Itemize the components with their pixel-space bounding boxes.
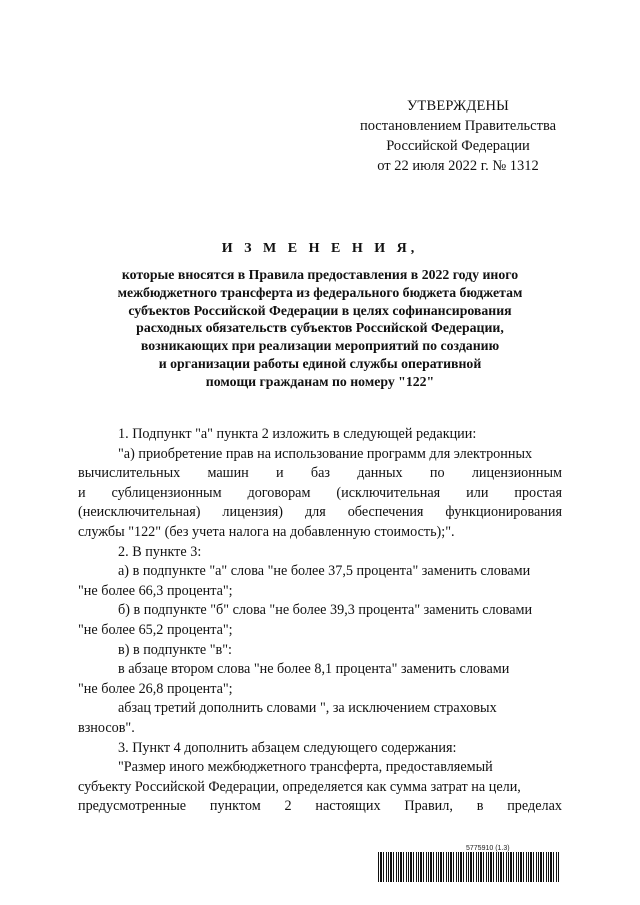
subheading-line: и организации работы единой службы оперативной (158, 355, 482, 371)
word: (исключительная (336, 484, 441, 501)
barcode-number: 5775910 (1.3) (466, 845, 510, 852)
approval-stamp: УТВЕРЖДЕНЫ (406, 98, 510, 114)
subheading-line: которые вносятся в Правила предоставления в 2022 году иного (121, 267, 519, 282)
body-line: 1. Подпункт "а" пункта 2 изложить в следующей редакции: (118, 426, 477, 442)
word: и (78, 484, 86, 501)
approval-block (338, 96, 578, 176)
word: пунктом (209, 798, 261, 815)
word: пределах (507, 798, 562, 815)
body-line: 2. В пункте 3: (118, 543, 202, 560)
document-body (78, 425, 562, 817)
word: 2 (284, 798, 292, 815)
body-line: 3. Пункт 4 дополнить абзацем следующего содержания: (118, 739, 457, 756)
word: баз (310, 465, 331, 482)
word: машин (207, 465, 249, 482)
approval-line-3: от 22 июля 2022 г. № 1312 (377, 158, 539, 174)
subheading-line: субъектов Российской Федерации в целях софинансирования (128, 302, 512, 318)
body-line: "а) приобретение прав на использование программ для электронных (118, 445, 533, 462)
word: функционирования (445, 504, 562, 521)
word: и (276, 465, 284, 482)
body-line-justified (78, 484, 562, 504)
body-line-justified (78, 797, 562, 817)
body-line: "не более 26,8 процента"; (78, 680, 233, 697)
body-line: в абзаце втором слова "не более 8,1 процента" заменить словами (118, 661, 510, 678)
body-line-justified (78, 503, 562, 523)
word: вычислительных (78, 465, 181, 482)
subheading-line: расходных обязательств субъектов Российской Федерации, (136, 320, 504, 336)
document-subheading (70, 266, 570, 391)
word: настоящих (315, 798, 381, 815)
body-line: б) в подпункте "б" слова "не более 39,3 процента" заменить словами (118, 602, 533, 619)
subheading-line: межбюджетного трансферта из федерального бюджета бюджетам (117, 284, 523, 300)
body-line: субъекту Российской Федерации, определяется как сумма затрат на цели, (78, 778, 521, 795)
body-line: абзац третий дополнить словами ", за исключением страховых (118, 700, 497, 717)
word: (неисключительная) (78, 504, 201, 521)
word: простая (514, 484, 562, 501)
word: обеспечения (347, 504, 424, 521)
word: в (476, 798, 484, 815)
word: сублицензионным (111, 484, 222, 501)
word: или (466, 484, 489, 501)
barcode (378, 852, 560, 882)
word: по (429, 465, 445, 482)
word: лицензионным (471, 465, 562, 482)
body-line-justified (78, 464, 562, 484)
subheading-line: возникающих при реализации мероприятий по созданию (140, 338, 500, 354)
approval-line-2: Российской Федерации (386, 138, 530, 154)
word: для (304, 504, 326, 521)
word: Правил, (404, 798, 453, 815)
word: лицензия) (222, 504, 283, 521)
word: предусмотренные (78, 798, 187, 815)
body-line: взносов". (78, 719, 135, 736)
body-line: службы "122" (без учета налога на добавленную стоимость);". (78, 523, 455, 540)
body-line: "Размер иного межбюджетного трансферта, предоставляемый (118, 759, 493, 776)
body-line: в) в подпункте "в": (118, 641, 232, 658)
word: данных (357, 465, 403, 482)
body-line: "не более 65,2 процента"; (78, 621, 233, 638)
approval-line-1: постановлением Правительства (359, 118, 557, 134)
body-line: "не более 66,3 процента"; (78, 582, 233, 599)
subheading-line: помощи гражданам по номеру "122" (205, 373, 435, 389)
body-line: а) в подпункте "а" слова "не более 37,5 процента" заменить словами (118, 563, 531, 580)
document-heading: И З М Е Н Е Н И Я, (221, 241, 419, 256)
word: договорам (247, 484, 311, 501)
